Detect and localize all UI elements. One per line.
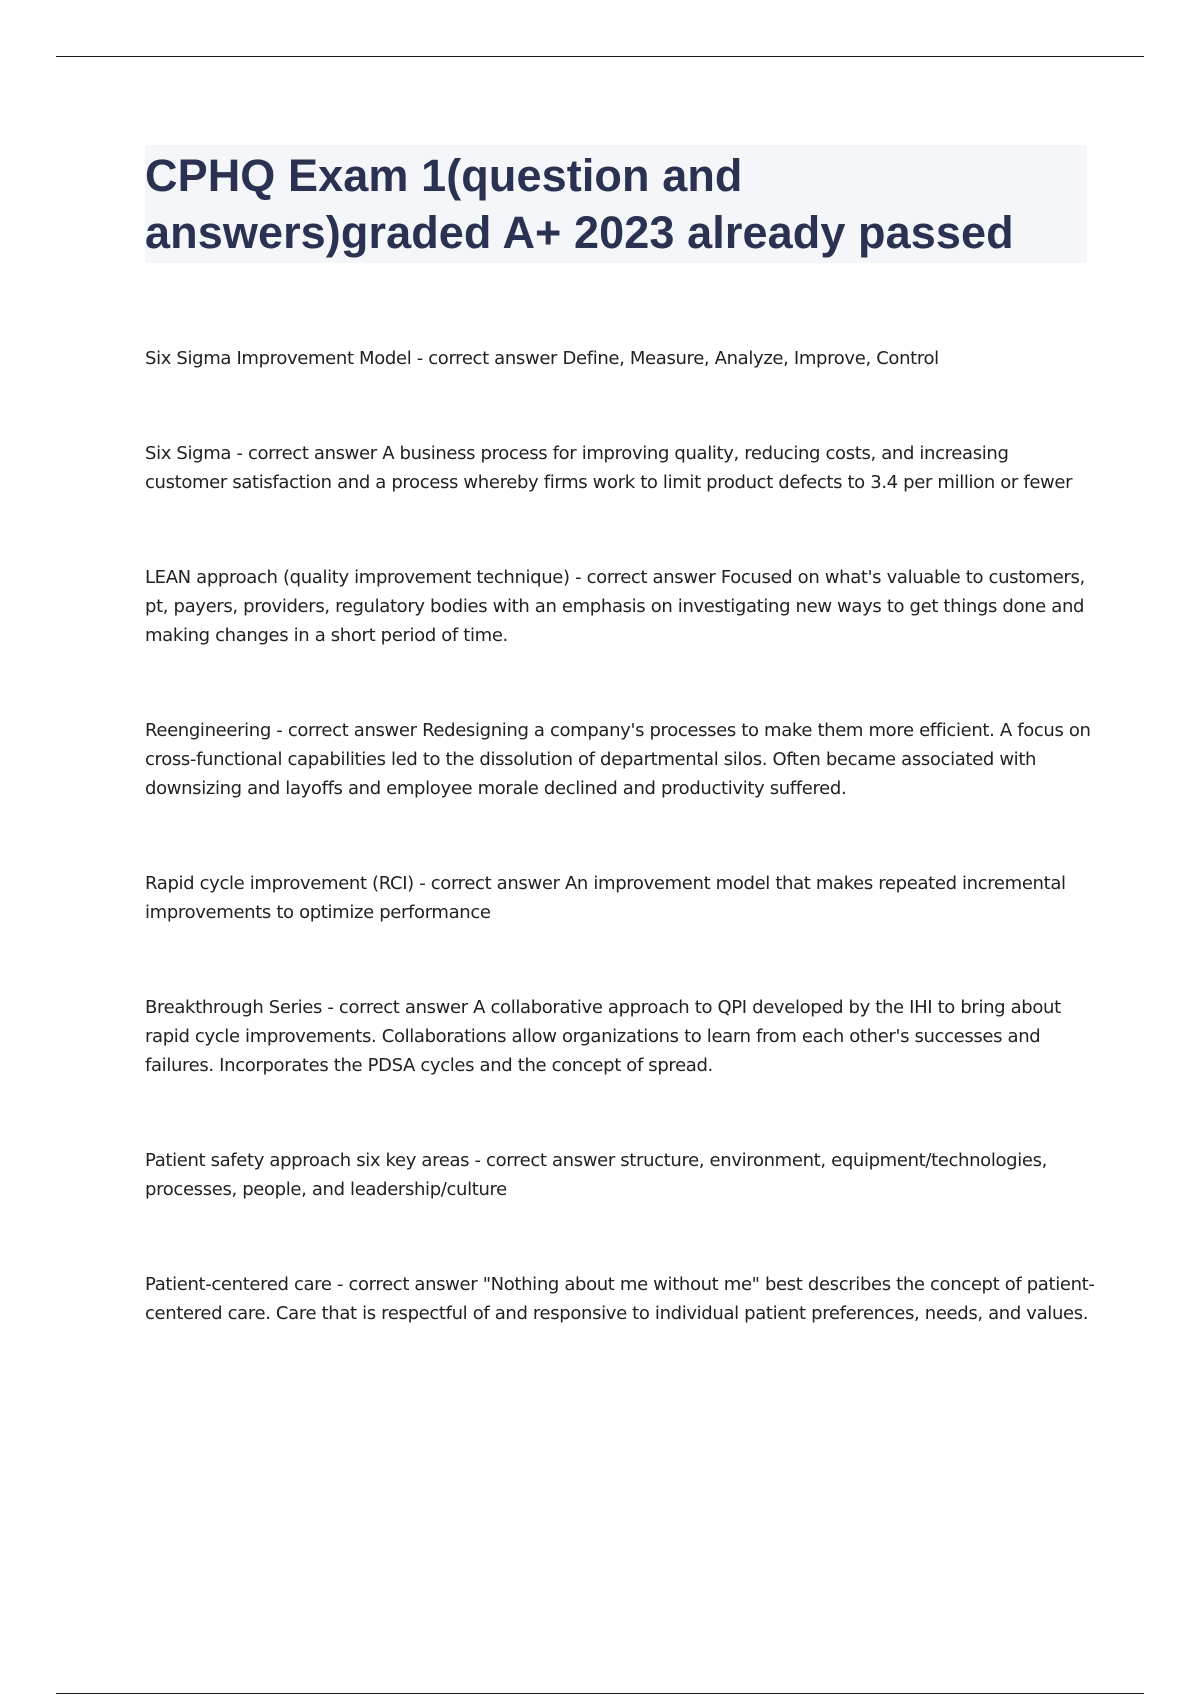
qa-entry: [145, 344, 1095, 373]
document-title: CPHQ Exam 1(question and answers)graded A+ 2023 already passed: [145, 150, 1014, 258]
qa-entry: [145, 869, 1095, 927]
entry-separator: - correct answer: [569, 567, 721, 588]
entry-separator: - correct answer: [411, 348, 563, 369]
entry-term: Breakthrough Series: [145, 997, 323, 1018]
top-divider: [56, 56, 1144, 57]
qa-entry: [145, 993, 1095, 1080]
entry-answer: A collaborative approach to QPI developed by the IHI to bring about rapid cycle improvements. Collaborations allow organizations to learn from each other's successes and failures. Incorporates the PDSA cycles and the concept of spread.: [145, 997, 1061, 1076]
entry-term: Patient-centered care: [145, 1274, 332, 1295]
qa-entry: [145, 1146, 1095, 1204]
qa-entry: [145, 716, 1095, 803]
entry-term: Six Sigma: [145, 443, 232, 464]
qa-list: [145, 344, 1095, 1394]
entry-answer: An improvement model that makes repeated incremental improvements to optimize performance: [145, 873, 1066, 923]
entry-separator: - correct answer: [322, 997, 474, 1018]
title-block: [145, 145, 1087, 263]
qa-entry: [145, 1270, 1095, 1328]
entry-separator: - correct answer: [469, 1150, 621, 1171]
entry-term: LEAN approach (quality improvement technique): [145, 567, 570, 588]
entry-answer: Define, Measure, Analyze, Improve, Control: [562, 348, 939, 369]
entry-separator: - correct answer: [413, 873, 565, 894]
entry-term: Rapid cycle improvement (RCI): [145, 873, 414, 894]
entry-term: Patient safety approach six key areas: [145, 1150, 470, 1171]
qa-entry: [145, 439, 1095, 497]
qa-entry: [145, 563, 1095, 650]
entry-answer: Focused on what's valuable to customers, pt, payers, providers, regulatory bodies with an emphasis on investigating new ways to get things done and making changes in a short period of time.: [145, 567, 1085, 646]
entry-answer: structure, environment, equipment/technologies, processes, people, and leadership/culture: [145, 1150, 1047, 1200]
entry-term: Six Sigma Improvement Model: [145, 348, 412, 369]
entry-answer: A business process for improving quality, reducing costs, and increasing customer satisfaction and a process whereby firms work to limit product defects to 3.4 per million or fewer: [145, 443, 1073, 493]
entry-answer: Redesigning a company's processes to make them more efficient. A focus on cross-functional capabilities led to the dissolution of departmental silos. Often became associated with downsizing and layoffs and employee morale declined and productivity suffered.: [145, 720, 1091, 799]
entry-separator: - correct answer: [270, 720, 423, 741]
bottom-divider: [56, 1693, 1144, 1694]
entry-separator: - correct answer: [331, 1274, 483, 1295]
entry-term: Reengineering: [145, 720, 271, 741]
entry-answer: "Nothing about me without me" best describes the concept of patient-centered care. Care that is respectful of and responsive to individual patient preferences, needs, and values.: [145, 1274, 1095, 1324]
entry-separator: - correct answer: [231, 443, 383, 464]
